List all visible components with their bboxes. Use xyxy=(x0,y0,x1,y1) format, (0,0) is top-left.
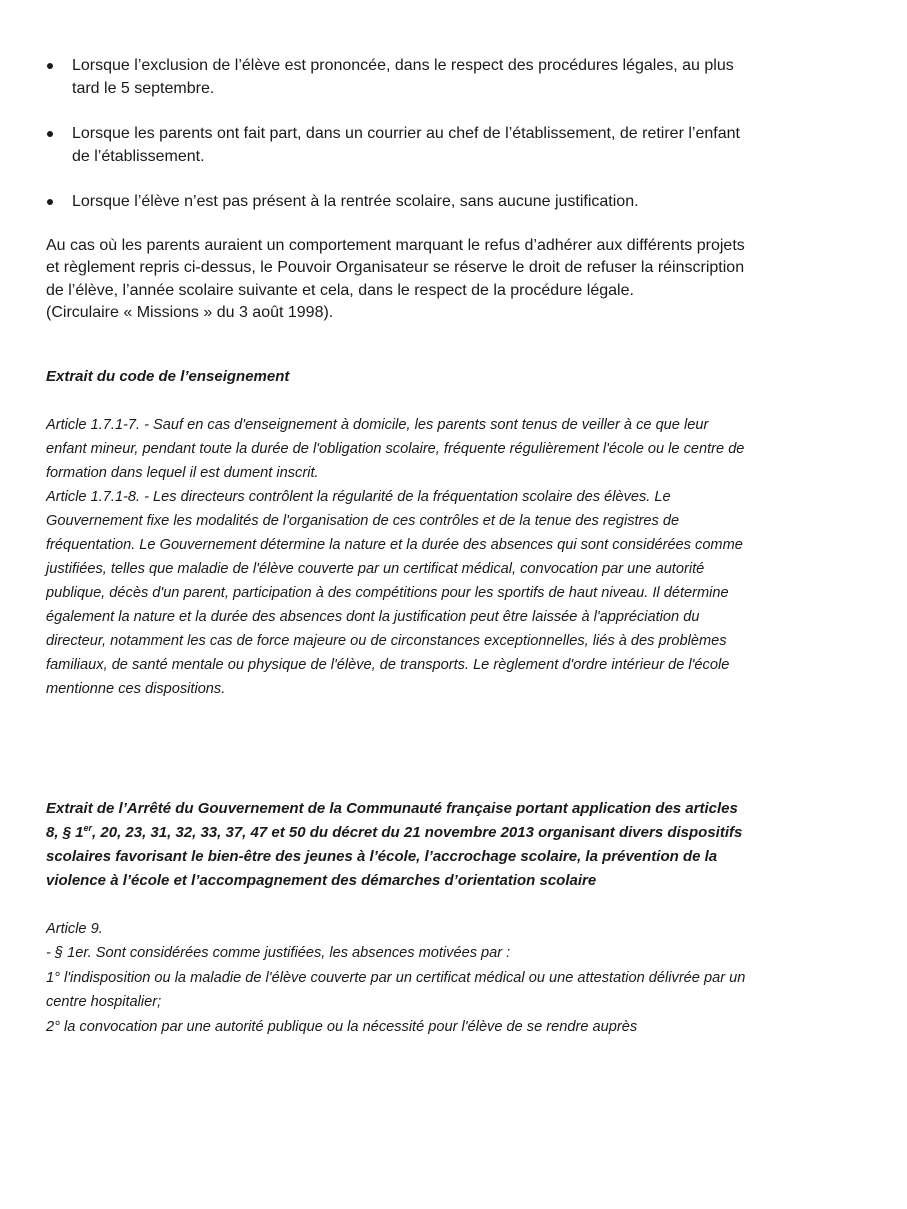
bullet-list xyxy=(46,55,746,214)
article-9-line-3: 2° la convocation par une autorité publique ou la nécessité pour l'élève de se rendre auprès xyxy=(46,1018,638,1035)
code-section-heading: Extrait du code de l’enseignement xyxy=(46,367,290,385)
bullet-text: Lorsque les parents ont fait part, dans un courrier au chef de l’établissement, de retirer l’enfant de l’établissement. xyxy=(72,125,740,165)
article-9-line-2: 1° l'indisposition ou la maladie de l'élève couverte par un certificat médical ou une attestation délivrée par un centre hospitalier; xyxy=(46,969,746,1010)
arrete-heading-sup: er xyxy=(83,822,93,833)
arrete-heading-part1: Extrait de l’Arrêté du Gouvernement de la Communauté française portant application des articles 8, § 1 xyxy=(46,799,738,841)
bullet-item xyxy=(46,123,746,168)
bullet-item xyxy=(46,55,746,100)
code-article-1-7-1-7: Article 1.7.1-7. - Sauf en cas d'enseignement à domicile, les parents sont tenus de veiller à ce que leur enfant mineur, pendant toute la durée de l'obligation scolaire, fréquente régulièrement l'école ou le centre de formation dans lequel il est dument inscrit. xyxy=(46,416,745,481)
bullet-text: Lorsque l’élève n’est pas présent à la rentrée scolaire, sans aucune justification. xyxy=(72,193,639,210)
article-9-line-1: - § 1er. Sont considérées comme justifiées, les absences motivées par : xyxy=(46,945,511,961)
bullet-dot-icon xyxy=(47,199,53,205)
bullet-dot-icon xyxy=(47,63,53,69)
reinscription-paragraph: Au cas où les parents auraient un comportement marquant le refus d’adhérer aux différents projets et règlement repris ci-dessus, le Pouvoir Organisateur se réserve le droit de refuser la réinscription de l’élève, l’année scolaire suivante et cela, dans le respect de la procédure légale. xyxy=(46,236,745,299)
bullet-text: Lorsque l’exclusion de l’élève est prononcée, dans le respect des procédures légales, au plus tard le 5 septembre. xyxy=(72,57,734,97)
arrete-heading-part2: , 20, 23, 31, 32, 33, 37, 47 et 50 du décret du 21 novembre 2013 organisant divers dispositifs scolaires favorisant le bien-être des jeunes à l’école, l’accrochage scolaire, la prévention de la violence à l’école et l’accompagnement des démarches d’orientation scolaire xyxy=(46,823,743,889)
bullet-item xyxy=(46,191,746,214)
circulaire-citation: (Circulaire « Missions » du 3 août 1998). xyxy=(46,304,334,321)
bullet-dot-icon xyxy=(47,131,53,137)
arrete-section-heading xyxy=(46,797,746,893)
code-article-1-7-1-8: Article 1.7.1-8. - Les directeurs contrôlent la régularité de la fréquentation scolaire des élèves. Le Gouvernement fixe les modalités de l'organisation de ces contrôles et de la tenue des registres de fréquentation. Le Gouvernement détermine la nature et la durée des absences qui sont considérées comme justifiées, telles que maladie de l'élève couverte par un certificat médical, convocation par une autorité publique, décès d'un parent, participation à des compétitions pour les sportifs de haut niveau. Il détermine également la nature et la durée des absences dont la justification peut être laissée à l'appréciation du directeur, notamment les cas de force majeure ou de circonstances exceptionnelles, liés à des problèmes familiaux, de santé mentale ou physique de l'élève, de transports. Le règlement d'ordre intérieur de l'école mentionne ces dispositions. xyxy=(46,488,743,697)
article-9-title: Article 9. xyxy=(46,920,103,937)
document-page xyxy=(46,55,746,1039)
